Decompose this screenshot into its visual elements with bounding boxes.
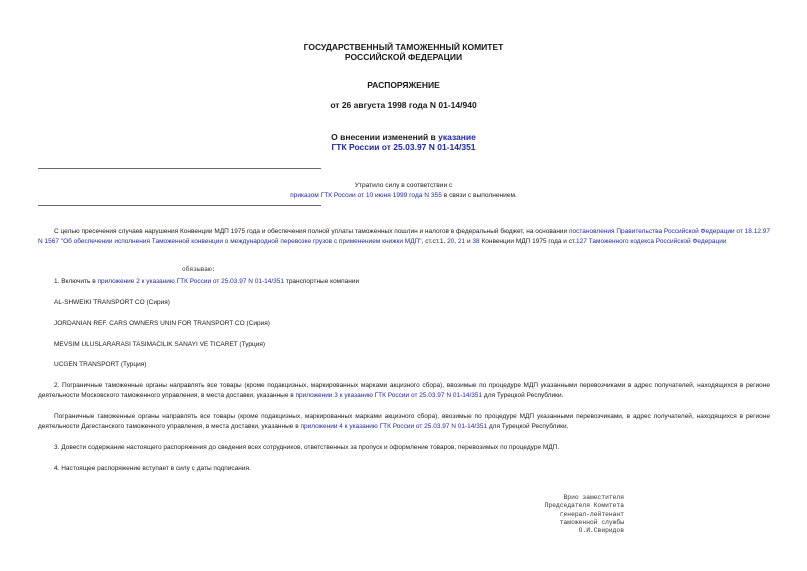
preamble-text: , ст.ст.1,: [421, 237, 448, 245]
item-2-paragraph: [38, 381, 770, 400]
subject-prefix: О внесении изменений в: [331, 132, 439, 142]
preamble-text: Конвенции МДП 1975 года и ст.: [479, 237, 577, 245]
appendix-3-link[interactable]: приложении 3 к указанию ГТК России от 25.03.97 N 01-14/351: [295, 391, 483, 399]
item-3: 3. Довести содержание настоящего распоряжения до сведения всех сотрудников, ответственных за пропуск и оформление товаров, перевозимых по процедуре МДП.: [54, 444, 560, 451]
appendix-4-link[interactable]: приложении 4 к указанию ГТК России от 25.03.97 N 01-14/351: [300, 422, 488, 430]
signature-line: генерал-лейтенант: [559, 510, 624, 518]
item-2b-text: для Турецкой Республики.: [487, 422, 569, 430]
item-2-text: для Турецкой Республики.: [482, 391, 564, 399]
company-item: JORDANIAN REF. CARS OWNERS UNIN FOR TRANSPORT CO (Сирия): [54, 320, 270, 327]
issuer-line-2: РОССИЙСКОЙ ФЕДЕРАЦИИ: [344, 52, 463, 62]
article-38-link[interactable]: 38: [472, 237, 480, 245]
item-1: [54, 277, 359, 286]
obligate-word: обязываю:: [182, 266, 216, 273]
item-2-second-paragraph: [38, 412, 770, 431]
company-item: AL-SHWEIKI TRANSPORT CO (Сирия): [54, 299, 170, 306]
document-subject-line-2: [0, 142, 807, 152]
customs-code-link[interactable]: 127 Таможенного кодекса Российской Федерации: [576, 237, 727, 245]
document-type: РАСПОРЯЖЕНИЕ: [367, 80, 440, 90]
item-4: 4. Настоящее распоряжение вступает в силу с даты подписания.: [54, 465, 251, 472]
preamble-text: и: [465, 237, 473, 245]
article-21-link[interactable]: 21: [457, 237, 466, 245]
signature-line: Врио заместителя: [563, 494, 624, 501]
status-note-tail: в связи с выполнением.: [441, 192, 517, 199]
preamble-paragraph: [38, 227, 770, 246]
preamble-text: С целью пресечения случаев нарушения Конвенции МДП 1975 года и обеспечения полной уплаты таможенных пошлин и налогов в федеральный бюджет, на основании: [54, 228, 569, 235]
article-20-link[interactable]: 20: [447, 237, 455, 245]
issuer-line-1: ГОСУДАРСТВЕННЫЙ ТАМОЖЕННЫЙ КОМИТЕТ: [303, 42, 504, 52]
company-item: UCGEN TRANSPORT (Турция): [54, 361, 147, 368]
company-item: MEVSIM ULUSLARARASI TASIMACILIK SANAYI VE TICARET (Турция): [54, 341, 266, 348]
signature-line: таможенной службы: [559, 518, 624, 526]
item-2b-text: Пограничные таможенные органы направлять все товары (кроме подакцизных, маркированных марками акцизного сбора), ввозимые по процедуре МДП указанными перевозчиками, в адрес получателей, находящихся в регионе деятельности Дагестанского таможенного управления, в места доставки, указанные в: [38, 413, 770, 430]
status-note-line-1: Утратило силу в соответствии с: [354, 182, 453, 189]
item-1-text: 1. Включить в: [54, 278, 98, 285]
divider-top: [38, 168, 321, 169]
repeal-order-link[interactable]: приказом ГТК России от 10 июня 1999 года N 355: [290, 192, 442, 199]
divider-bottom: [38, 205, 321, 206]
preamble-text: ,: [454, 237, 458, 245]
signature-block: [500, 494, 624, 535]
status-note-line-2: [0, 191, 807, 200]
item-2-text: 2. Пограничные таможенные органы направлять все товары (кроме подакцизных, маркированных марками акцизного сбора), ввозимые по процедуре МДП указанными перевозчиками в адрес получателей, находящихся в регионе деятельности Московского таможенного управления, в места доставки, указанные в: [38, 382, 770, 399]
subject-link[interactable]: указание: [438, 132, 476, 142]
document-subject: [0, 132, 807, 142]
document-date: от 26 августа 1998 года N 01-14/940: [330, 100, 477, 110]
signatory-name: О.И.Свиридов: [578, 527, 624, 535]
appendix-2-link[interactable]: приложение 2 к указанию ГТК России от 25.03.97 N 01-14/351: [97, 278, 285, 285]
item-1-text: транспортные компании: [284, 278, 360, 285]
signature-line: Председателя Комитета: [544, 502, 624, 510]
government-decree-link[interactable]: постановления Правительства Российской Федерации от 18.12.97 N 1567 "Об обеспечении исполнения Таможенной конвенции о международной перевозке грузов с применением книжки МДП": [38, 228, 770, 245]
subject-link-continued[interactable]: ГТК России от 25.03.97 N 01-14/351: [331, 142, 476, 152]
